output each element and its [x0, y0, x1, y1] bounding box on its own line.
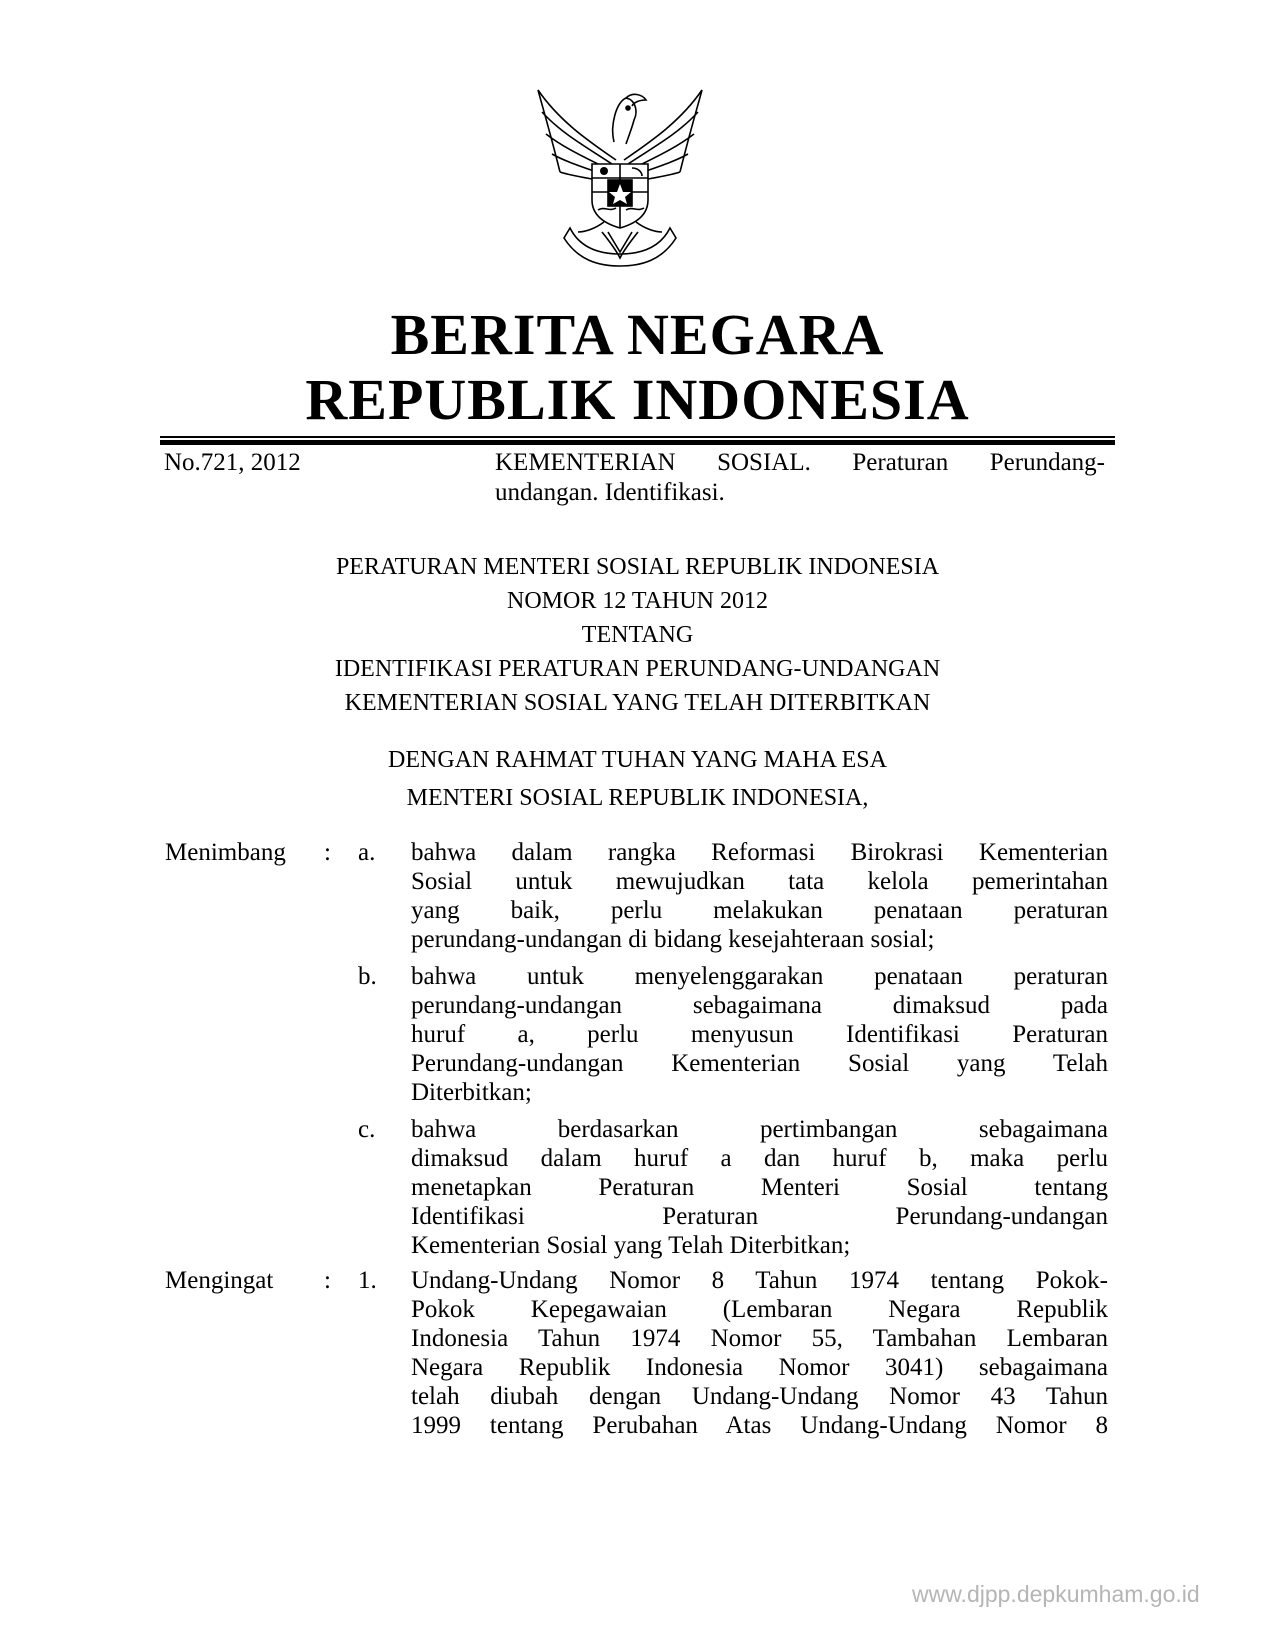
- header-divider-thick: [160, 440, 1115, 445]
- paragraph-line: dimaksud dalam huruf a dan huruf b, maka perlu: [411, 1145, 1108, 1172]
- paragraph-line: Indonesia Tahun 1974 Nomor 55, Tambahan Lembaran: [411, 1325, 1108, 1352]
- heading-line2: NOMOR 12 TAHUN 2012: [507, 588, 768, 614]
- paragraph-line: Negara Republik Indonesia Nomor 3041) sebagaimana: [411, 1354, 1108, 1381]
- paragraph-line: bahwa untuk menyelenggarakan penataan peraturan: [411, 963, 1108, 990]
- gazette-topic: [495, 448, 1105, 508]
- paragraph-line: huruf a, perlu menyusun Identifikasi Peraturan: [411, 1021, 1108, 1048]
- gazette-topic-line2: undangan. Identifikasi.: [495, 479, 725, 506]
- heading-line4: IDENTIFIKASI PERATURAN PERUNDANG-UNDANGAN: [334, 656, 941, 682]
- paragraph-line: perundang-undangan sebagaimana dimaksud pada: [411, 992, 1108, 1019]
- menimbang-marker-a: a.: [358, 839, 376, 866]
- paragraph-line: 1999 tentang Perubahan Atas Undang-Undang Nomor 8: [411, 1412, 1108, 1439]
- gazette-number: No.721, 2012: [164, 449, 301, 476]
- paragraph-line: bahwa berdasarkan pertimbangan sebagaimana: [411, 1116, 1108, 1143]
- menimbang-marker-c: c.: [358, 1116, 376, 1143]
- menimbang-item-a: [411, 838, 1108, 954]
- menimbang-marker-b: b.: [358, 963, 377, 990]
- mengingat-item-1: [411, 1266, 1108, 1440]
- paragraph-line: bahwa dalam rangka Reformasi Birokrasi Kementerian: [411, 839, 1108, 866]
- paragraph-line: Pokok Kepegawaian (Lembaran Negara Republik: [411, 1296, 1108, 1323]
- masthead-title-line1: BERITA NEGARA: [390, 302, 885, 367]
- menimbang-colon: :: [324, 839, 331, 866]
- paragraph-line: Kementerian Sosial yang Telah Diterbitkan;: [411, 1232, 851, 1259]
- regulation-heading: [160, 550, 1115, 720]
- preamble: [160, 741, 1115, 817]
- paragraph-line: Perundang-undangan Kementerian Sosial yang Telah: [411, 1050, 1108, 1077]
- paragraph-line: Sosial untuk mewujudkan tata kelola pemerintahan: [411, 868, 1108, 895]
- heading-line5: KEMENTERIAN SOSIAL YANG TELAH DITERBITKAN: [344, 690, 931, 716]
- paragraph-line: menetapkan Peraturan Menteri Sosial tentang: [411, 1174, 1108, 1201]
- mengingat-colon: :: [324, 1267, 331, 1294]
- preamble-line2: MENTERI SOSIAL REPUBLIK INDONESIA,: [406, 785, 869, 811]
- menimbang-label: Menimbang: [165, 839, 286, 866]
- mengingat-label: Mengingat: [165, 1267, 274, 1294]
- heading-line3: TENTANG: [581, 622, 694, 648]
- header-divider-thin: [160, 436, 1115, 438]
- masthead-title-line2: REPUBLIK INDONESIA: [305, 367, 970, 432]
- heading-line1: PERATURAN MENTERI SOSIAL REPUBLIK INDONESIA: [335, 554, 940, 580]
- gazette-topic-line1: KEMENTERIAN SOSIAL. Peraturan Perundang-: [495, 449, 1105, 476]
- menimbang-item-b: [411, 962, 1108, 1107]
- paragraph-line: perundang-undangan di bidang kesejahteraan sosial;: [411, 926, 935, 953]
- garuda-emblem: [530, 82, 710, 272]
- preamble-line1: DENGAN RAHMAT TUHAN YANG MAHA ESA: [388, 747, 887, 773]
- paragraph-line: Undang-Undang Nomor 8 Tahun 1974 tentang Pokok-: [411, 1267, 1108, 1294]
- source-watermark: www.djpp.depkumham.go.id: [912, 1581, 1200, 1607]
- paragraph-line: telah diubah dengan Undang-Undang Nomor 43 Tahun: [411, 1383, 1108, 1410]
- paragraph-line: Identifikasi Peraturan Perundang-undangan: [411, 1203, 1108, 1230]
- paragraph-line: yang baik, perlu melakukan penataan peraturan: [411, 897, 1108, 924]
- menimbang-item-c: [411, 1115, 1108, 1260]
- mengingat-marker-1: 1.: [358, 1267, 377, 1294]
- paragraph-line: Diterbitkan;: [411, 1079, 532, 1106]
